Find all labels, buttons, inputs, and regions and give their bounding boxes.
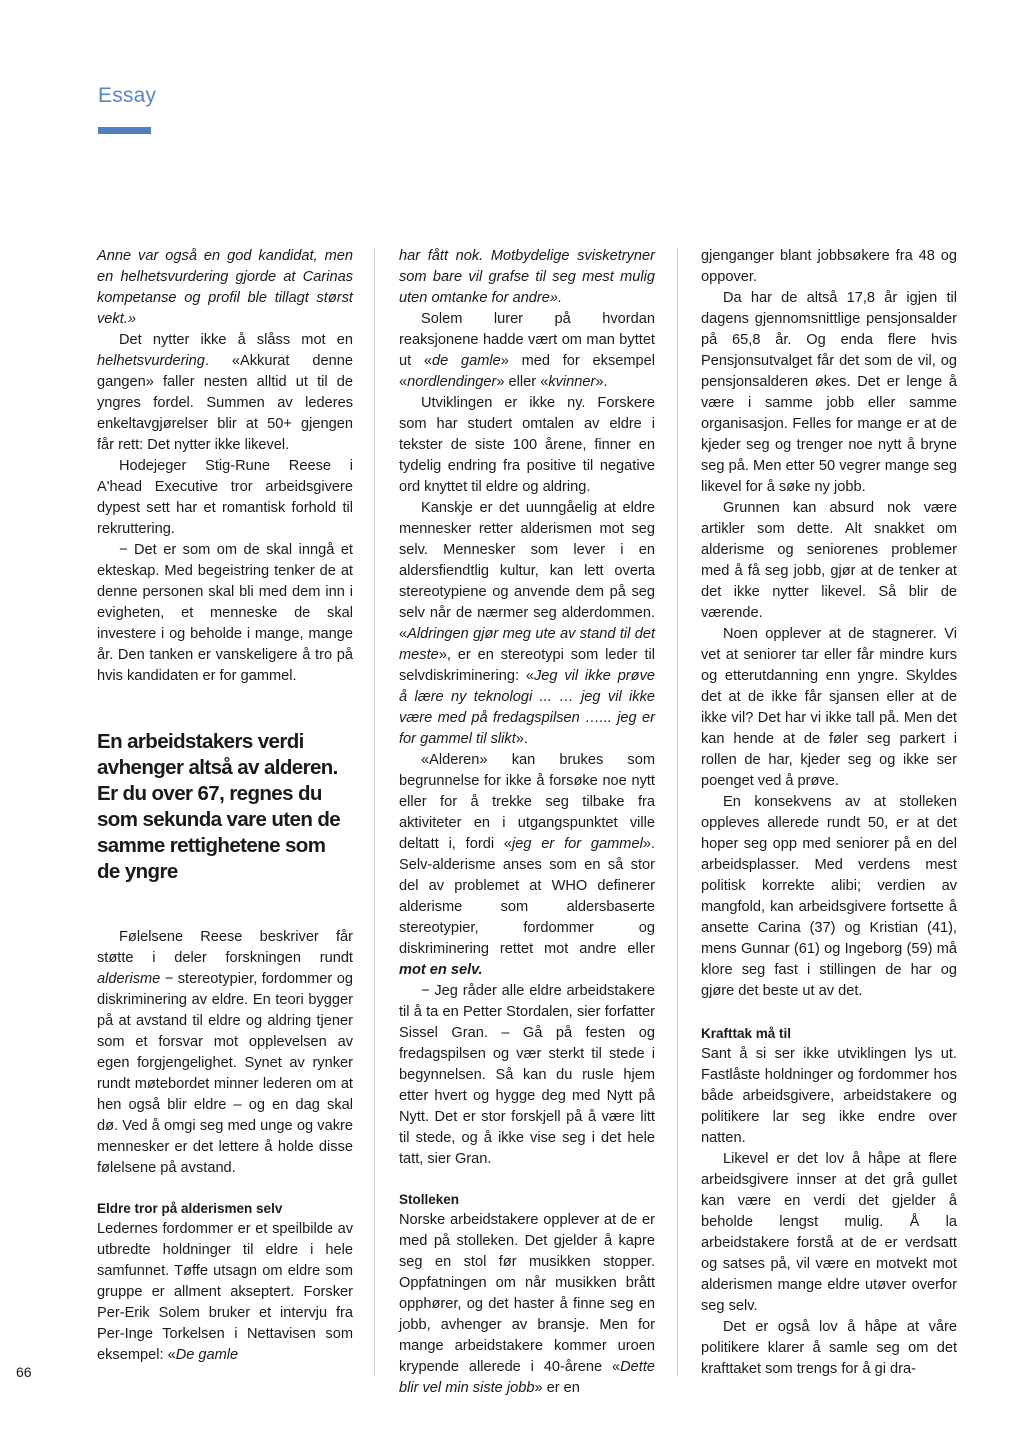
- text-run: » er en: [534, 1380, 580, 1396]
- paragraph: [399, 498, 655, 750]
- text-run: » med for eksempel «: [399, 353, 655, 390]
- text-run: Følelsene Reese beskriver får støtte i deler forskningen rundt: [97, 929, 353, 966]
- paragraph: Anne var også en god kandidat, men en helhetsvurdering gjorde at Carinas kompetanse og profil ble tillagt størst vekt.»: [97, 248, 353, 327]
- paragraph: Noen opplever at de stagnerer. Vi vet at seniorer tar eller får mindre kurs og etterutdanning enn yngre. Skyldes det at de ikke får sjansen eller at de ikke vil? Det har vi ikke tall på. Men det kan hende at de føler seg parkert i rollen de har, kjeder seg og ikke ser poenget ved å prøve.: [701, 626, 957, 789]
- paragraph: [97, 330, 353, 456]
- emphasis: Dette blir vel min siste jobb: [399, 1359, 655, 1396]
- text-run: », er en stereotypi som leder til selvdiskriminering: «: [399, 647, 655, 684]
- text-run: ».: [515, 731, 528, 747]
- subheading: Eldre tror på alderismen selv: [97, 1201, 283, 1216]
- column-divider: [677, 248, 678, 1376]
- article-column-1: [97, 246, 353, 1366]
- text-run: ».: [595, 374, 608, 390]
- section-accent-bar: [98, 127, 151, 134]
- paragraph: En konsekvens av at stolleken oppleves allerede rundt 50, er at det hoper seg opp med seniorer på en del arbeidsplasser. Med verdens mest politisk korrekte alibi; verdien av mangfold, kan arbeidsgivere fortsette å ansette Carina (37) og Kristian (41), mens Gunnar (61) og Ingeborg (59) må klore seg fast i stillingen de har og gjøre det beste ut av det.: [701, 794, 957, 999]
- paragraph: Da har de altså 17,8 år igjen til dagens gjennomsnittlige pensjonsalder på 65,8 år. Og enda flere hvis Pensjonsutvalget får det som de vil, og pensjonsalderen økes. Det er lenge å være i samme jobb eller samme organisasjon. Felles for mange er at de kjeder seg og trenger noe nytt å bryne seg på. Men etter 50 vegrer mange seg likevel for å søke ny jobb.: [701, 290, 957, 495]
- emphasis: jeg er for gammel: [512, 836, 643, 852]
- text-run: Kanskje er det uunngåelig at eldre mennesker retter alderismen mot seg selv. Mennesker som lever i en aldersfiendtlig kultur, kan lett overta stereotypiene og anvende dem på seg selv når de nærmer seg alderdommen. «: [399, 500, 655, 642]
- strong-emphasis: mot en selv.: [399, 962, 483, 978]
- text-run: Solem lurer på hvordan reaksjonene hadde vært om man byttet ut «: [399, 311, 655, 369]
- page-number: 66: [16, 1364, 32, 1380]
- article-column-2: [399, 246, 655, 1399]
- paragraph: [97, 927, 353, 1179]
- emphasis: Aldringen gjør meg ute av stand til det meste: [399, 626, 655, 663]
- paragraph: Grunnen kan absurd nok være artikler som dette. Alt snakket om alderisme og seniorenes problemer med å få seg jobb, gjør at de tenker at det ikke nytter likevel. Så blir de værende.: [701, 500, 957, 621]
- article-column-3: [701, 246, 957, 1380]
- paragraph: [97, 1219, 353, 1366]
- emphasis: kvinner: [548, 374, 596, 390]
- text-run: «Alderen» kan brukes som begrunnelse for ikke å forsøke noe nytt eller for å trekke seg tilbake fra aktiviteter en i utgangspunktet ville deltatt i, fordi «: [399, 752, 655, 852]
- emphasis: nordlendinger: [407, 374, 497, 390]
- text-run: − stereotypier, fordommer og diskriminering av eldre. En teori bygger på at avstand til eldre og aldring tjener som et forsvar mot opplevelsen av egen forgjengelighet. Synet av rynker rundt møtebordet minner lederen om at hen også blir eldre – og en dag skal dø. Ved å omgi seg med unge og vakre mennesker er det lettere å holde disse følelsene på avstand.: [97, 971, 353, 1176]
- text-run: ». Selv-alderisme anses som en så stor del av problemet at WHO definerer alderisme som aldersbaserte stereotypier, fordommer og diskriminering rettet mot andre eller: [399, 836, 655, 957]
- paragraph: har fått nok. Motbydelige svisketryner som bare vil grafse til seg mest mulig uten omtanke for andre».: [399, 248, 655, 306]
- emphasis: De gamle: [175, 1347, 239, 1363]
- paragraph: [399, 750, 655, 981]
- text-run: » eller «: [496, 374, 549, 390]
- emphasis: de gamle: [432, 353, 501, 369]
- column-divider: [374, 248, 375, 1376]
- paragraph: Utviklingen er ikke ny. Forskere som har studert omtalen av eldre i tekster de siste 100 årene, finner en tydelig endring fra positive til negative ord knyttet til eldre og aldring.: [399, 395, 655, 495]
- text-run: Det nytter ikke å slåss mot en: [119, 332, 353, 348]
- paragraph: Hodejeger Stig-Rune Reese i A'head Executive tror arbeidsgivere dypest sett har et romantisk forhold til rekruttering.: [97, 458, 353, 537]
- pull-quote: En arbeidstakers verdi avhenger altså av alderen. Er du over 67, regnes du som sekunda vare uten de samme rettighetene som de yngre: [97, 730, 341, 883]
- text-run: Norske arbeidstakere opplever at de er med på stolleken. Det gjelder å kapre seg en stol før musikken stopper. Oppfatningen om når musikken brått opphører, og det haster å finne seg en jobb, avhenger av bransje. Men for mange arbeidstakere kommer uroen krypende allerede i 40-årene «: [399, 1212, 655, 1375]
- paragraph: − Jeg råder alle eldre arbeidstakere til å ta en Petter Stordalen, sier forfatter Sissel Gran. – Gå på festen og fredagspilsen og vær sterkt til stede i begynnelsen. Så kan du rusle hjem etter hvert og hygge deg med Nytt på Nytt. Det er stor forskjell på å være litt til stede, og å ikke vise seg i det hele tatt, sier Gran.: [399, 983, 655, 1167]
- paragraph: Likevel er det lov å håpe at flere arbeidsgivere innser at det grå gullet kan være en verdi det gjelder å beholde lengst mulig. Å la arbeidstakere forstå at de er verdsatt og satses på, vil være en motvekt mot alderismen mange eldre utøver overfor seg selv.: [701, 1151, 957, 1314]
- subheading: Stolleken: [399, 1192, 460, 1207]
- paragraph: Sant å si ser ikke utviklingen lys ut. Fastlåste holdninger og fordommer hos både arbeidsgivere, arbeidstakere og politikere lar seg ikke endre over natten.: [701, 1046, 957, 1146]
- text-run: . «Akkurat denne gangen» faller nesten alltid ut til de yngres fordel. Summen av lederes enkeltavgjørelser blir at 50+ gjengen får rett: Det nytter ikke likevel.: [97, 353, 353, 453]
- text-run: Ledernes fordommer er et speilbilde av utbredte holdninger til eldre i hele samfunnet. Tøffe utsagn om eldre som gruppe er allment akseptert. Forsker Per-Erik Solem bruker et intervju fra Per-Inge Torkelsen i Nettavisen som eksempel: «: [97, 1221, 353, 1363]
- paragraph: [399, 309, 655, 393]
- emphasis: alderisme: [97, 971, 161, 987]
- paragraph: − Det er som om de skal inngå et ekteskap. Med begeistring tenker de at denne personen skal bli med dem inn i evigheten, et menneske de skal investere i og beholde i mange, mange år. Den tanken er vanskeligere å tro på hvis kandidaten er for gammel.: [97, 542, 353, 684]
- paragraph: gjenganger blant jobbsøkere fra 48 og oppover.: [701, 248, 957, 285]
- emphasis: Jeg vil ikke prøve å lære ny teknologi ... … jeg vil ikke være med på fredagspilsen …... jeg er for gammel til slikt: [399, 668, 655, 747]
- subheading: Krafttak må til: [701, 1026, 792, 1041]
- paragraph: [399, 1210, 655, 1399]
- emphasis: helhetsvurdering: [97, 353, 205, 369]
- paragraph: Det er også lov å håpe at våre politikere klarer å samle seg om det krafttaket som trengs for å gi dra-: [701, 1319, 957, 1377]
- section-label: Essay: [98, 84, 157, 107]
